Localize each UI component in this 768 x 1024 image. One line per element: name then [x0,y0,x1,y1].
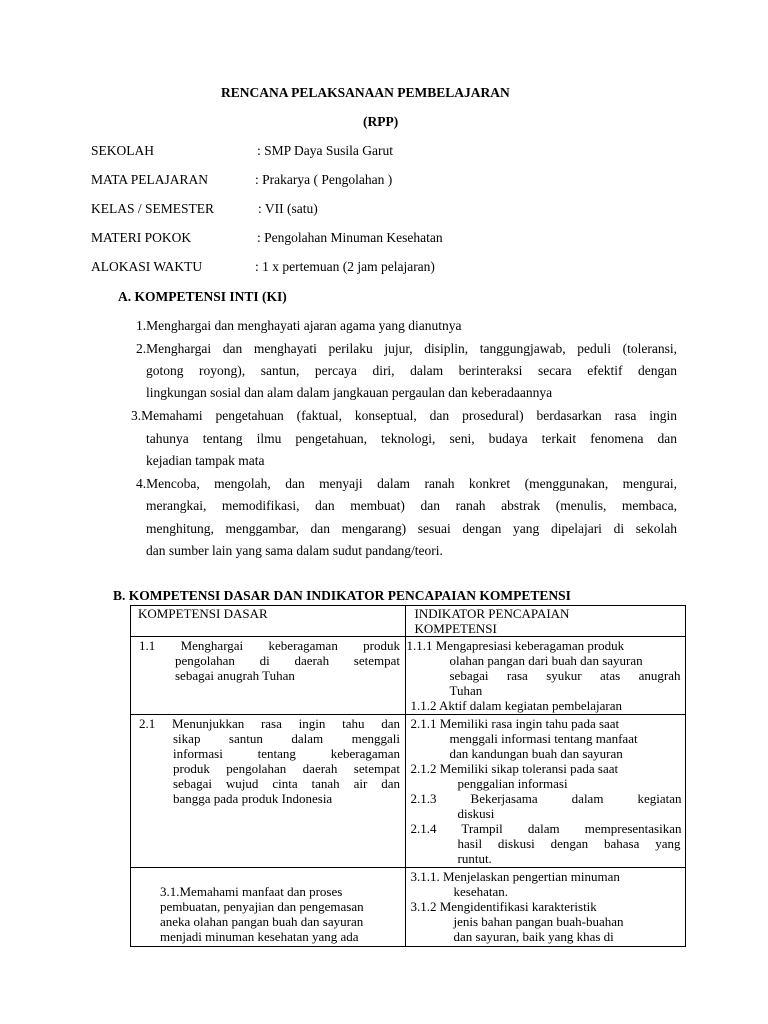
table-row [131,637,686,715]
cell-line: sebagai wujud cinta tanah air dan [173,776,400,791]
indikator-cell [405,715,686,868]
cell-line: 2.1.3 Bekerjasama dalam kegiatan [410,791,682,806]
ki-line: gotong royong), santun, percaya diri, dalam berinteraksi secara efektif dengan [146,363,677,378]
table-row [131,715,686,868]
cell-line: pembuatan, penyajian dan pengemasan [160,899,364,914]
cell-line: bangga pada produk Indonesia [173,791,333,806]
kd-cell [131,715,406,868]
cell-line: 1.1.2 Aktif dalam kegiatan pembelajaran [410,698,623,713]
section-b-heading: B. KOMPETENSI DASAR DAN INDIKATOR PENCAPAIAN KOMPETENSI [113,588,571,603]
cell-line: kesehatan. [453,884,509,899]
cell-line: 2.1.1 Memiliki rasa ingin tahu pada saat [410,716,620,731]
ki-line: merangkai, memodifikasi, dan membuat) dan ranah abstrak (menulis, membaca, [146,498,677,513]
identity-value-mapel: : Prakarya ( Pengolahan ) [255,172,393,187]
cell-line: 3.1.Memahami manfaat dan proses [160,884,343,899]
table-row [131,868,686,947]
identity-label-alokasi: ALOKASI WAKTU [91,259,203,274]
ki-line: dan sumber lain yang sama dalam sudut pandang/teori. [146,543,443,558]
cell-line: olahan pangan dari buah dan sayuran [449,653,643,668]
header-text: INDIKATOR PENCAPAIAN [414,606,570,621]
cell-line: 2.1 Menunjukkan rasa ingin tahu dan [139,716,400,731]
identity-label-materi: MATERI POKOK [91,230,192,245]
identity-label-mapel: MATA PELAJARAN [91,172,209,187]
cell-line: dan sayuran, baik yang khas di [453,929,614,944]
ki-line: lingkungan sosial dan alam dalam jangkauan pergaulan dan keberadaannya [146,385,553,400]
ki-line: 2.Menghargai dan menghayati perilaku jujur, disiplin, tanggungjawab, peduli (toleransi, [136,341,677,356]
kd-cell [131,637,406,715]
identity-value-kelas: : VII (satu) [258,201,318,216]
cell-line: 3.1.2 Mengidentifikasi karakteristik [410,899,597,914]
cell-line: menggali informasi tentang manfaat [449,731,638,746]
cell-line: 2.1.4 Trampil dalam mempresentasikan [410,821,682,836]
header-text: KOMPETENSI [414,621,497,636]
cell-line: hasil diskusi dengan bahasa yang [457,836,681,851]
cell-line: 3.1.1. Menjelaskan pengertian minuman [410,869,620,884]
identity-label-sekolah: SEKOLAH [91,143,154,158]
ki-line: 3.Memahami pengetahuan (faktual, konseptual, dan prosedural) berdasarkan rasa ingin [131,408,677,423]
cell-line: penggalian informasi [457,776,568,791]
header-text: KOMPETENSI DASAR [138,606,268,621]
ki-line: 1.Menghargai dan menghayati ajaran agama yang dianutnya [136,318,462,333]
ki-line: menghitung, menggambar, dan mengarang) sesuai dengan yang dipelajari di sekolah [146,521,677,536]
cell-line: menjadi minuman kesehatan yang ada [160,929,359,944]
table-header-kd [131,606,406,637]
ki-line: 4.Mencoba, mengolah, dan menyaji dalam ranah konkret (menggunakan, mengurai, [136,476,677,491]
cell-line: 1.1 Menghargai keberagaman produk [139,638,400,653]
kd-cell [131,868,406,947]
kompetensi-table [130,605,686,947]
cell-line: 1.1.1 Mengapresiasi keberagaman produk [406,638,625,653]
ki-line: tahunya tentang ilmu pengetahuan, teknologi, seni, budaya terkait fenomena dan [146,431,677,446]
cell-line: aneka olahan pangan buah dan sayuran [160,914,364,929]
section-a-heading: A. KOMPETENSI INTI (KI) [118,289,287,304]
cell-line: produk pengolahan daerah setempat [173,761,400,776]
cell-line: informasi tentang keberagaman [173,746,400,761]
identity-value-sekolah: : SMP Daya Susila Garut [257,143,393,158]
cell-line: runtut. [457,851,492,866]
cell-line: sebagai rasa syukur atas anugrah [449,668,681,683]
cell-line: diskusi [457,806,495,821]
cell-line: jenis bahan pangan buah-buahan [453,914,624,929]
table-header-indikator [405,606,686,637]
cell-line: sebagai anugrah Tuhan [175,668,295,683]
cell-line: Tuhan [449,683,483,698]
cell-line: dan kandungan buah dan sayuran [449,746,623,761]
indikator-cell [405,868,686,947]
cell-line: sikap santun dalam menggali [173,731,400,746]
identity-label-kelas: KELAS / SEMESTER [91,201,215,216]
table-header-row [131,606,686,637]
indikator-cell [405,637,686,715]
cell-line: pengolahan di daerah setempat [175,653,400,668]
document-title: RENCANA PELAKSANAAN PEMBELAJARAN [221,85,510,100]
cell-line: 2.1.2 Memiliki sikap toleransi pada saat [410,761,619,776]
document-subtitle: (RPP) [363,114,399,129]
ki-line: kejadian tampak mata [146,453,265,468]
identity-value-materi: : Pengolahan Minuman Kesehatan [257,230,443,245]
identity-value-alokasi: : 1 x pertemuan (2 jam pelajaran) [255,259,435,274]
